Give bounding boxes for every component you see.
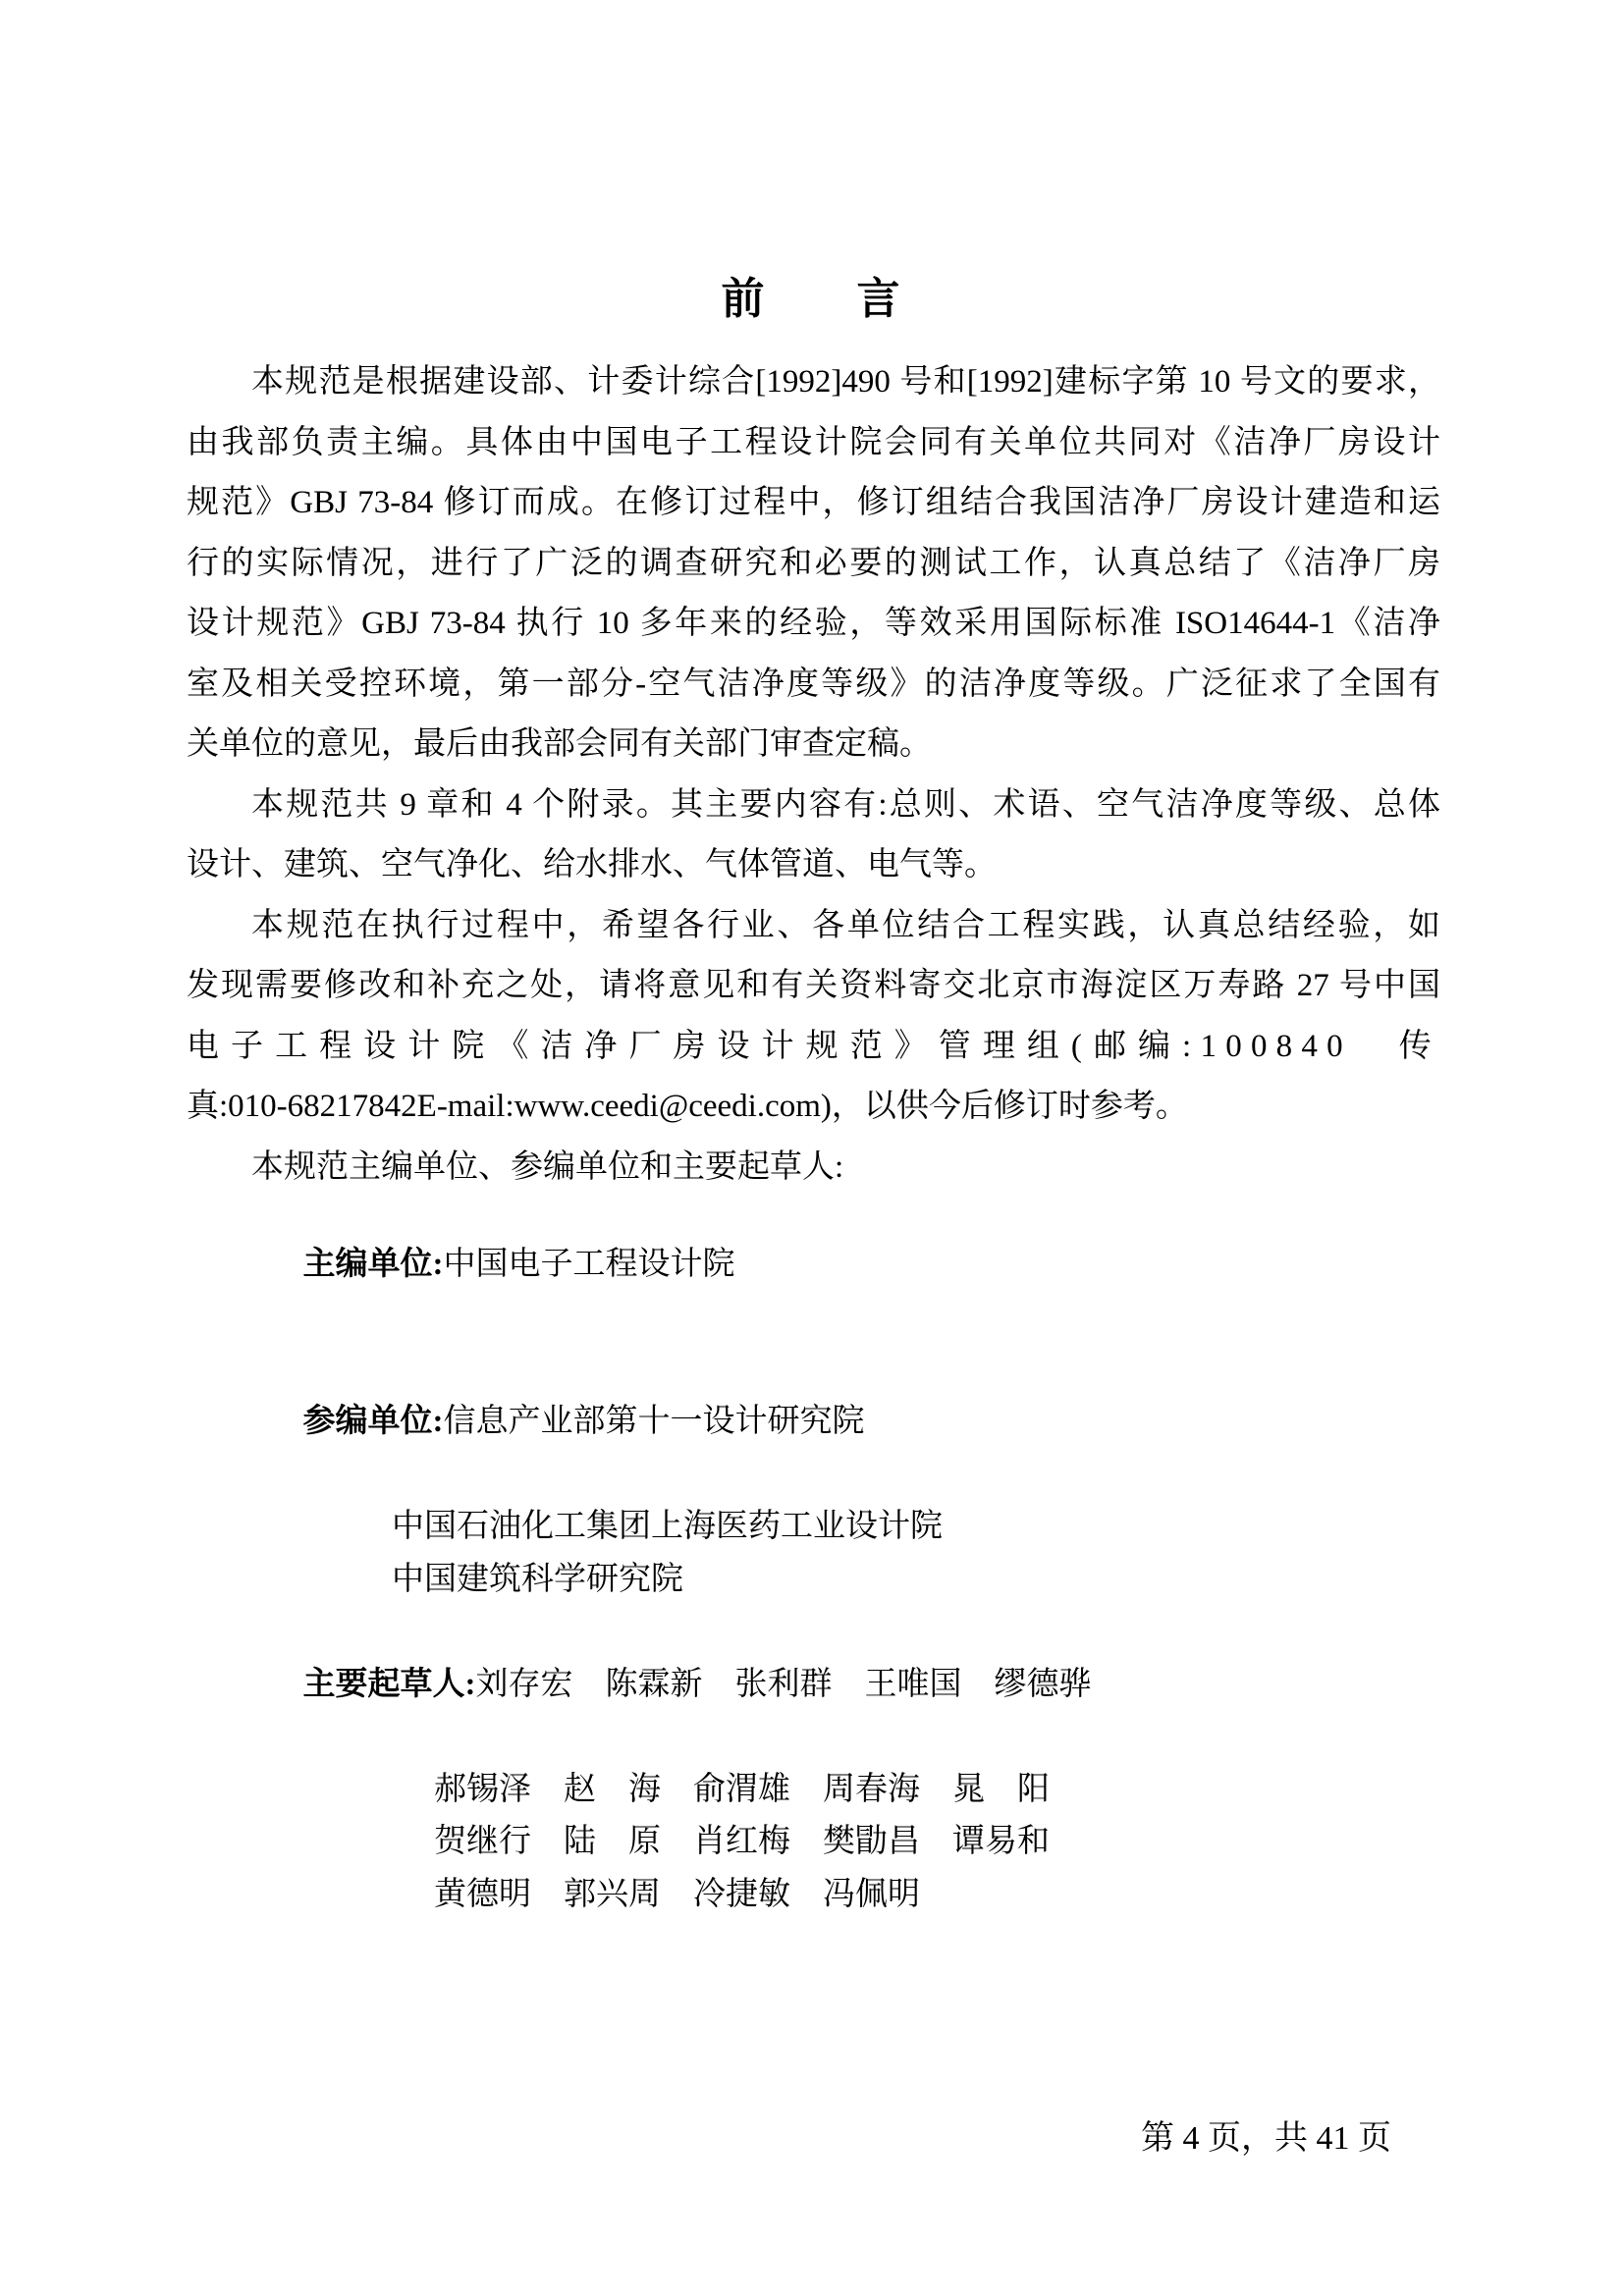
participating-unit-line: [187, 1344, 1440, 1502]
paragraph-2-line-2: 设计、建筑、空气净化、给水排水、气体管道、电气等。: [187, 847, 997, 882]
paragraph-4-line-1: 本规范主编单位、参编单位和主要起草人:: [251, 1148, 844, 1185]
participating-unit-value-1: 信息产业部第十一设计研究院: [443, 1404, 865, 1439]
drafters-row-1: 刘存宏 陈霖新 张利群 王唯国 缪德骅: [475, 1666, 1092, 1702]
paragraph-2-line-1: 本规范共 9 章和 4 个附录。其主要内容有:总则、术语、空气洁净度等级、总体: [251, 786, 1440, 823]
paragraph-3-line-4: 真:010-68217842E-mail:www.ceedi@ceedi.com)，以供今后修订时参考。: [187, 1089, 1188, 1124]
drafters-line-1: [187, 1606, 1440, 1764]
drafters-row-3: 贺继行 陆 原 肖红梅 樊勖昌 谭易和: [434, 1824, 1050, 1859]
paragraph-1-line-6: 室及相关受控环境，第一部分-空气洁净度等级》的洁净度等级。广泛征求了全国有: [187, 666, 1440, 702]
drafters-row-4: 黄德明 郭兴周 冷捷敏 冯佩明: [434, 1876, 920, 1912]
paragraph-1-line-2: 由我部负责主编。具体由中国电子工程设计院会同有关单位共同对《洁净厂房设计: [187, 424, 1440, 460]
chief-editor-unit-value: 中国电子工程设计院: [443, 1246, 735, 1282]
paragraph-1-line-1: 本规范是根据建设部、计委计综合[1992]490 号和[1992]建标字第 10 号文的要求，: [251, 364, 1440, 400]
document-body: [187, 352, 1440, 1198]
participating-unit-value-3: 中国建筑科学研究院: [392, 1561, 683, 1597]
page-title: 前 言: [721, 275, 902, 323]
participating-unit-label: 参编单位:: [302, 1404, 444, 1439]
paragraph-1-line-5: 设计规范》GBJ 73-84 执行 10 多年来的经验，等效采用国际标准 ISO14644-1《洁净: [187, 606, 1440, 641]
credits-section: [187, 1186, 1440, 1921]
paragraph-1-line-3: 规范》GBJ 73-84 修订而成。在修订过程中，修订组结合我国洁净厂房设计建造和运: [187, 485, 1440, 520]
page-number: 第 4 页，共 41 页: [1141, 2120, 1391, 2157]
drafters-label: 主要起草人:: [302, 1666, 476, 1702]
paragraph-3-line-1: 本规范在执行过程中，希望各行业、各单位结合工程实践，认真总结经验，如: [251, 907, 1440, 943]
paragraph-1-line-4: 行的实际情况，进行了广泛的调查研究和必要的测试工作，认真总结了《洁净厂房: [187, 545, 1440, 581]
chief-editor-unit-label: 主编单位:: [302, 1246, 444, 1282]
paragraph-3-line-3: 电子工程设计院《洁净厂房设计规范》管理组(邮编:100840 传: [187, 1028, 1440, 1064]
chief-editor-unit-line: [187, 1186, 1440, 1344]
participating-unit-value-2: 中国石油化工集团上海医药工业设计院: [392, 1509, 943, 1544]
paragraph-1-line-7: 关单位的意见，最后由我部会同有关部门审查定稿。: [187, 726, 932, 762]
drafters-row-2: 郝锡泽 赵 海 俞渭雄 周春海 晁 阳: [434, 1771, 1050, 1807]
paragraph-3-line-2: 发现需要修改和补充之处，请将意见和有关资料寄交北京市海淀区万寿路 27 号中国: [187, 968, 1440, 1003]
